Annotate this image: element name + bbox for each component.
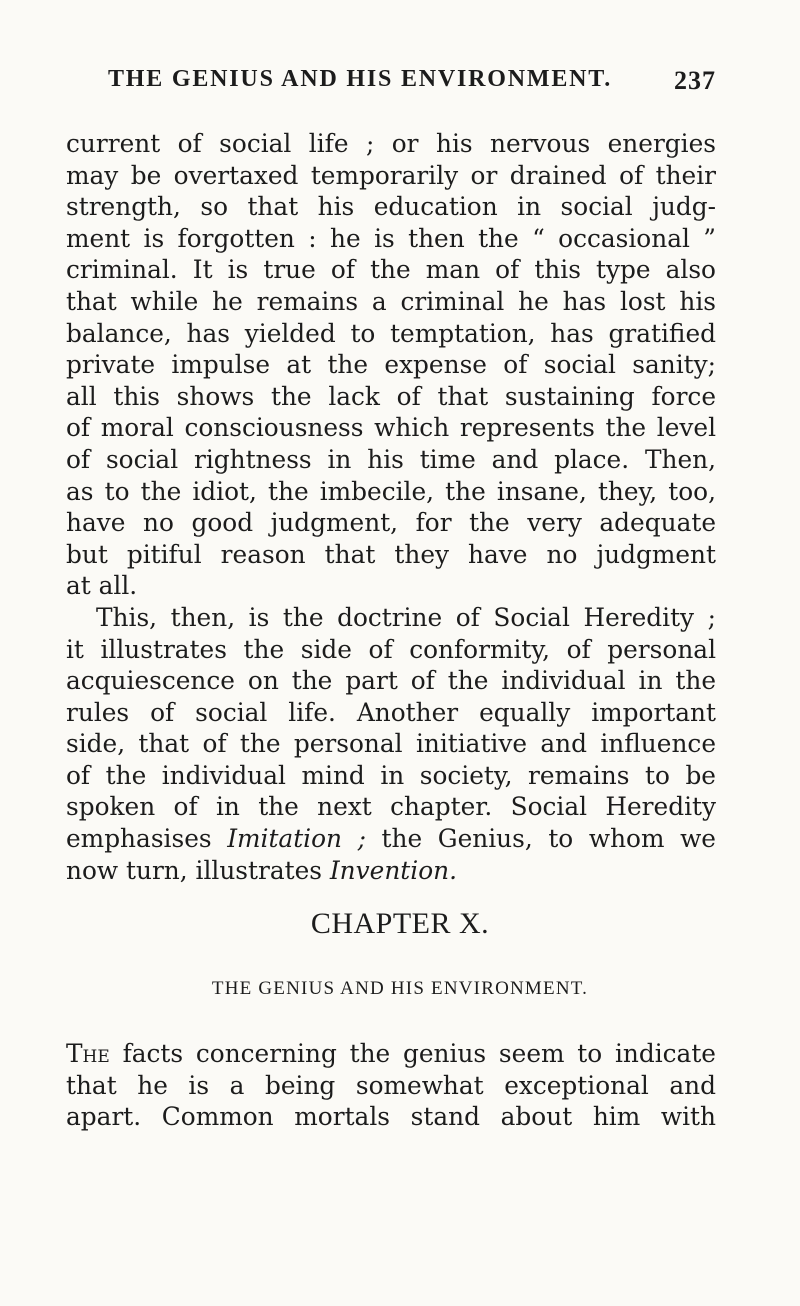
text-line: have no good judgment, for the very adequate bbox=[66, 508, 716, 538]
text-line bbox=[66, 823, 716, 855]
chapter-subtitle: THE GENIUS AND HIS ENVIRONMENT. bbox=[211, 978, 589, 999]
text-line: apart. Common mortals stand about him with bbox=[66, 1102, 716, 1132]
running-head bbox=[108, 66, 716, 96]
text-line bbox=[66, 1038, 716, 1070]
text-line: of social rightness in his time and place. Then, bbox=[66, 444, 716, 474]
text-line: ment is forgotten : he is then the “ occasional ” bbox=[66, 223, 716, 253]
text-line: rules of social life. Another equally important bbox=[66, 697, 716, 727]
text-line: it illustrates the side of conformity, of personal bbox=[66, 634, 716, 664]
text-line: strength, so that his education in social judg- bbox=[66, 192, 716, 222]
running-title: THE GENIUS AND HIS ENVIRONMENT. bbox=[108, 66, 613, 92]
text-run: now turn, illustrates bbox=[66, 855, 330, 885]
text-run: emphasises bbox=[66, 824, 228, 854]
paragraph-2 bbox=[66, 602, 716, 886]
paragraph-1 bbox=[66, 128, 716, 602]
text-line: spoken of in the next chapter. Social Heredity bbox=[66, 792, 716, 822]
text-run: the Genius, to whom we bbox=[365, 824, 716, 854]
text-run: facts concerning the genius seem to indicate bbox=[122, 1039, 716, 1068]
text-line bbox=[66, 855, 716, 887]
italic-term-invention: Invention. bbox=[329, 855, 457, 885]
italic-term-imitation: Imitation ; bbox=[227, 824, 366, 854]
opening-word: The bbox=[66, 1039, 110, 1068]
text-line: side, that of the personal initiative and influence bbox=[66, 729, 716, 759]
text-line: criminal. It is true of the man of this type also bbox=[66, 255, 716, 285]
chapter-opening-paragraph bbox=[66, 1038, 716, 1133]
page-number: 237 bbox=[674, 66, 716, 95]
text-line: balance, has yielded to temptation, has gratified bbox=[66, 318, 716, 348]
text-line: acquiescence on the part of the individual in the bbox=[66, 666, 716, 696]
text-line: that while he remains a criminal he has lost his bbox=[66, 286, 716, 316]
text-line: as to the idiot, the imbecile, the insane, they, too, bbox=[66, 476, 716, 506]
text-line: that he is a being somewhat exceptional and bbox=[66, 1070, 716, 1100]
chapter-heading: CHAPTER X. bbox=[310, 907, 490, 940]
text-line: This, then, is the doctrine of Social Heredity ; bbox=[96, 602, 716, 632]
text-line: private impulse at the expense of social sanity; bbox=[66, 350, 716, 380]
text-line: may be overtaxed temporarily or drained of their bbox=[66, 160, 716, 190]
body-text bbox=[66, 128, 716, 886]
text-line: at all. bbox=[66, 571, 138, 601]
text-line: all this shows the lack of that sustaining force bbox=[66, 381, 716, 411]
text-line: of moral consciousness which represents the level bbox=[66, 413, 716, 443]
text-line: but pitiful reason that they have no judgment bbox=[66, 539, 716, 569]
text-line: current of social life ; or his nervous energies bbox=[66, 129, 716, 158]
text-line: of the individual mind in society, remains to be bbox=[66, 760, 716, 790]
